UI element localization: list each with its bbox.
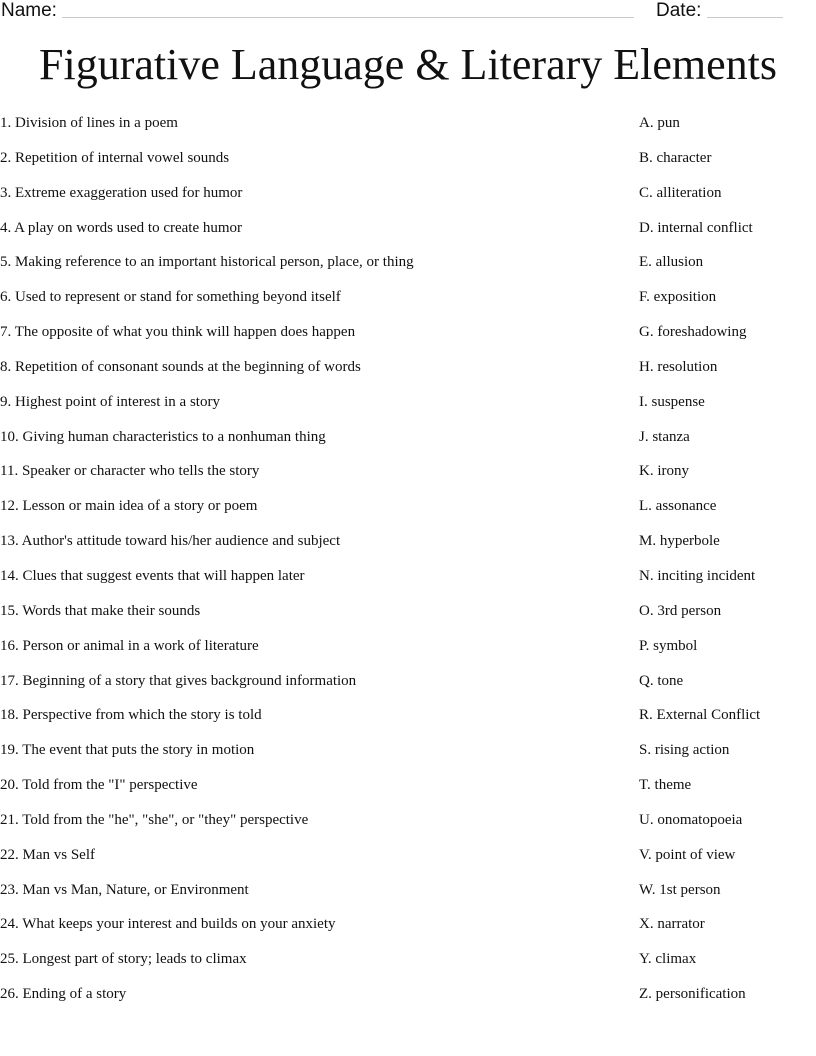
date-label: Date: — [656, 0, 702, 21]
question-item: 24. What keeps your interest and builds on your anxiety — [0, 916, 336, 933]
question-item: 9. Highest point of interest in a story — [0, 393, 220, 410]
worksheet-header — [0, 0, 816, 26]
answer-item: B. character — [639, 149, 712, 166]
answer-item: X. narrator — [639, 916, 705, 933]
question-item: 7. The opposite of what you think will happen does happen — [0, 324, 356, 341]
answer-item: U. onomatopoeia — [639, 811, 743, 828]
name-label: Name: — [1, 0, 57, 21]
question-item: 15. Words that make their sounds — [0, 602, 201, 619]
date-blank-line[interactable] — [707, 17, 783, 18]
answer-item: E. allusion — [639, 254, 704, 271]
question-item: 3. Extreme exaggeration used for humor — [0, 184, 243, 201]
answer-item: F. exposition — [639, 289, 717, 306]
answer-item: N. inciting incident — [639, 567, 756, 584]
answer-item: A. pun — [639, 115, 680, 131]
answer-item: R. External Conflict — [639, 707, 761, 724]
answer-item: G. foreshadowing — [639, 324, 747, 341]
answer-item: K. irony — [639, 463, 689, 480]
question-item: 14. Clues that suggest events that will happen later — [0, 567, 305, 584]
questions-list — [0, 113, 620, 1019]
question-item: 25. Longest part of story; leads to climax — [0, 951, 247, 968]
question-item: 26. Ending of a story — [0, 986, 127, 1003]
answer-item: P. symbol — [639, 637, 698, 654]
page-title: Figurative Language & Literary Elements — [39, 40, 777, 89]
question-item: 13. Author's attitude toward his/her audience and subject — [0, 533, 341, 550]
question-item: 4. A play on words used to create humor — [0, 219, 243, 236]
answer-item: C. alliteration — [639, 184, 722, 201]
answer-item: L. assonance — [639, 498, 717, 515]
question-item: 22. Man vs Self — [0, 846, 95, 863]
answer-item: Z. personification — [639, 986, 746, 1003]
answer-item: S. rising action — [639, 742, 730, 759]
question-item: 6. Used to represent or stand for something beyond itself — [0, 289, 341, 306]
answer-item: J. stanza — [639, 428, 690, 445]
question-item: 1. Division of lines in a poem — [0, 115, 178, 131]
answer-item: M. hyperbole — [639, 533, 720, 550]
question-item: 23. Man vs Man, Nature, or Environment — [0, 881, 249, 898]
question-item: 12. Lesson or main idea of a story or poem — [0, 498, 258, 515]
answer-item: T. theme — [639, 777, 692, 794]
question-item: 21. Told from the "he", "she", or "they" perspective — [0, 811, 309, 828]
answer-item: Y. climax — [639, 951, 697, 968]
answer-item: D. internal conflict — [639, 219, 753, 236]
answer-item: W. 1st person — [639, 881, 721, 898]
question-item: 2. Repetition of internal vowel sounds — [0, 149, 230, 166]
answer-item: H. resolution — [639, 358, 718, 375]
question-item: 17. Beginning of a story that gives background information — [0, 672, 357, 689]
answers-list — [639, 113, 814, 1019]
answer-item: O. 3rd person — [639, 602, 722, 619]
question-item: 18. Perspective from which the story is told — [0, 707, 262, 724]
answer-item: V. point of view — [639, 846, 736, 863]
question-item: 5. Making reference to an important historical person, place, or thing — [0, 254, 414, 271]
name-blank-line[interactable] — [62, 17, 634, 18]
question-item: 16. Person or animal in a work of literature — [0, 637, 259, 654]
question-item: 10. Giving human characteristics to a nonhuman thing — [0, 428, 326, 445]
question-item: 19. The event that puts the story in motion — [0, 742, 255, 759]
question-item: 11. Speaker or character who tells the story — [0, 463, 260, 480]
answer-item: I. suspense — [639, 393, 705, 410]
answer-item: Q. tone — [639, 672, 684, 689]
question-item: 8. Repetition of consonant sounds at the beginning of words — [0, 358, 361, 375]
question-item: 20. Told from the "I" perspective — [0, 777, 198, 794]
